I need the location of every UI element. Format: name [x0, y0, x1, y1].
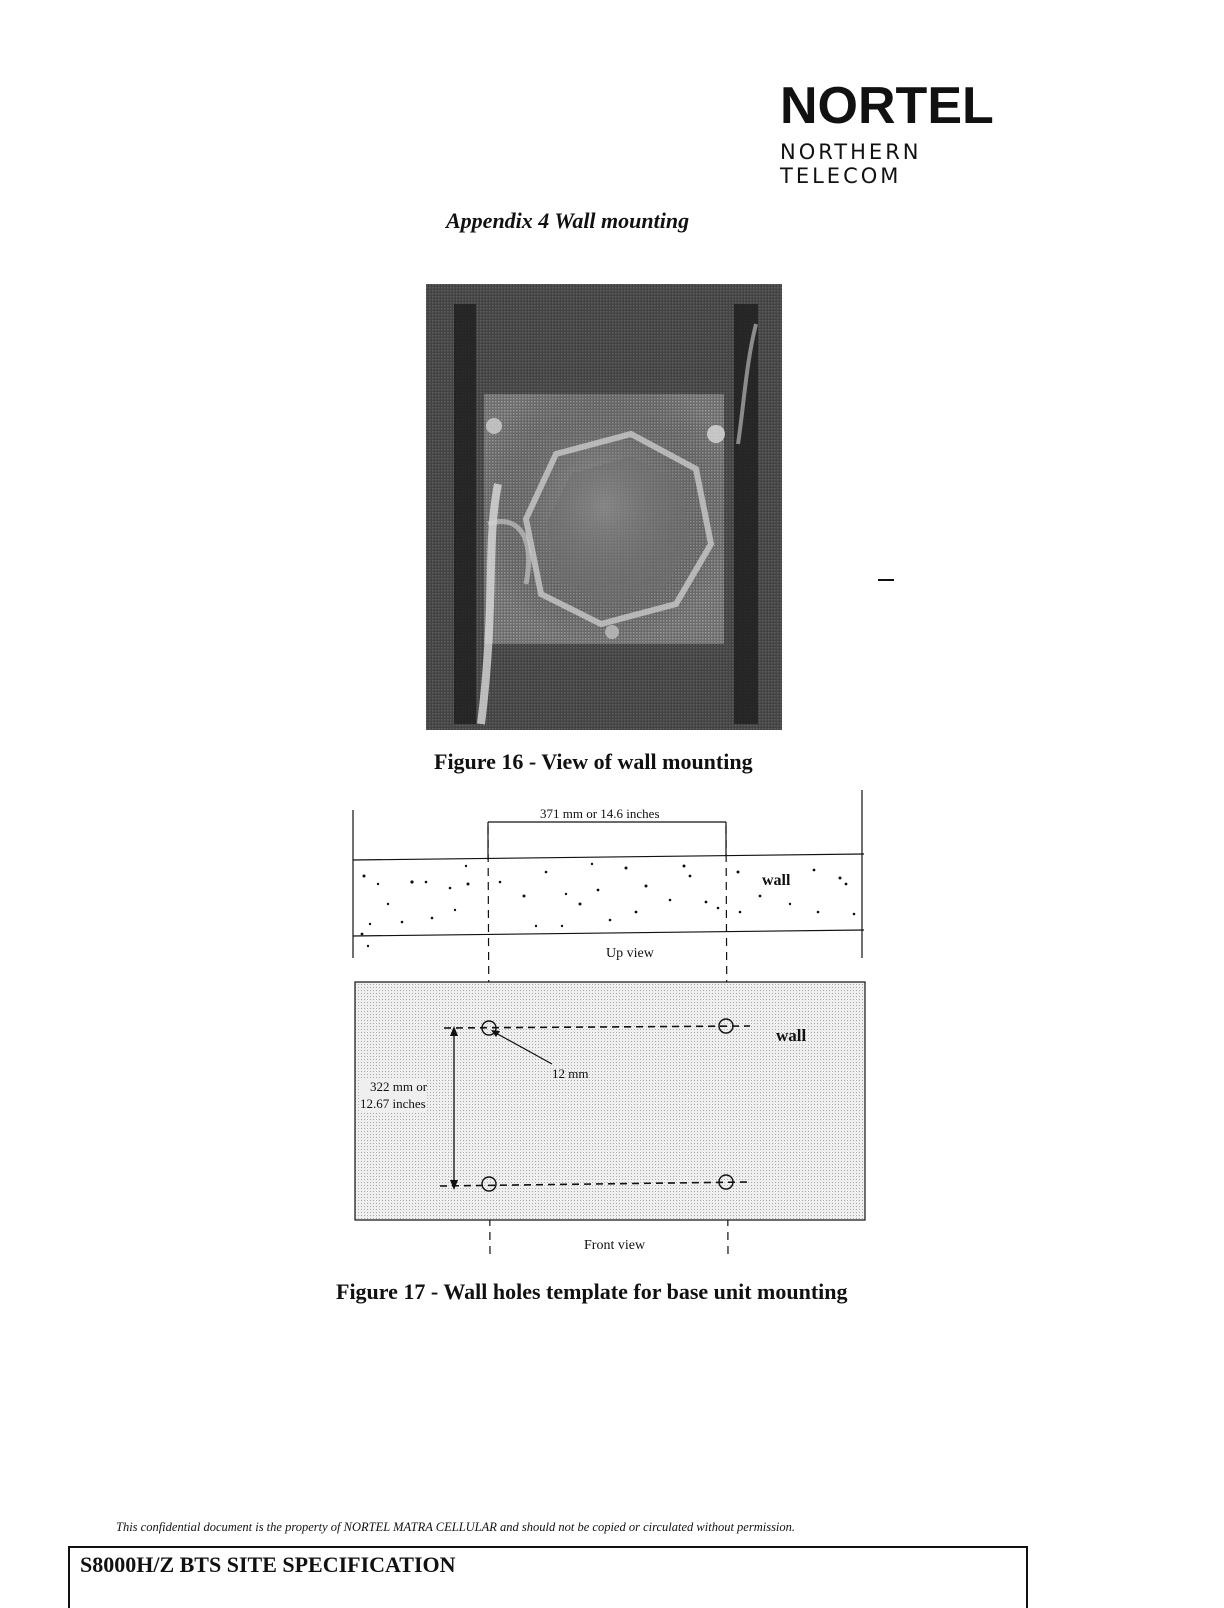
up-view-wall-label: wall — [762, 872, 791, 889]
stray-mark — [878, 579, 894, 581]
logo-word: NORTEL — [780, 77, 994, 135]
front-view — [355, 982, 865, 1220]
figure-17-caption: Figure 17 - Wall holes template for base unit mounting — [336, 1279, 848, 1304]
height-label-line-1: 322 mm or — [370, 1079, 428, 1094]
up-view-label: Up view — [606, 946, 654, 961]
nortel-logo — [780, 77, 1010, 188]
section-title: Appendix 4 Wall mounting — [446, 208, 690, 233]
footer-box-title: S8000H/Z BTS SITE SPECIFICATION — [80, 1552, 456, 1577]
confidential-note: This confidential document is the property of NORTEL MATRA CELLULAR and should not be copied or circulated without permission. — [116, 1520, 796, 1534]
wall-mounting-photo — [426, 284, 782, 730]
footer-box — [68, 1546, 1028, 1608]
front-view-wall-label: wall — [776, 1026, 807, 1045]
height-dimension-label — [360, 1078, 427, 1112]
height-label-line-2: 12.67 inches — [360, 1096, 426, 1111]
figure-16-caption: Figure 16 - View of wall mounting — [434, 749, 753, 774]
width-dimension-label: 371 mm or 14.6 inches — [540, 806, 660, 821]
logo-subtitle: NORTHERN TELECOM — [780, 140, 922, 188]
front-view-label: Front view — [584, 1238, 646, 1253]
hole-diameter-label: 12 mm — [552, 1066, 589, 1081]
